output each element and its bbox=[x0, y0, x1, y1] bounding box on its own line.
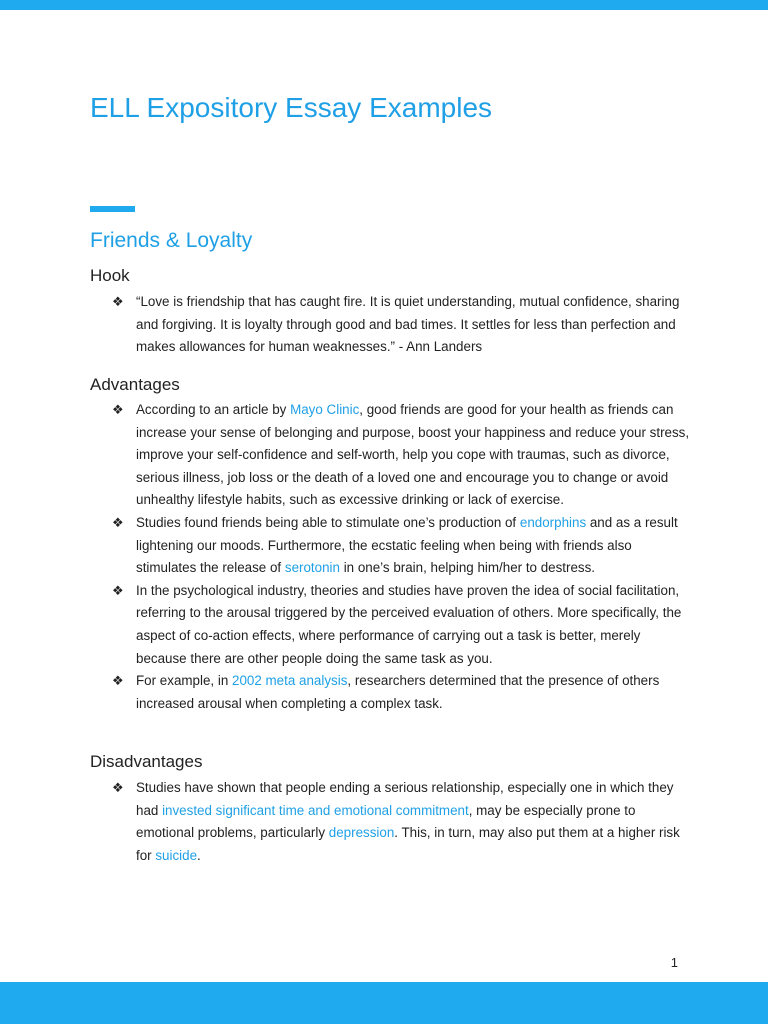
list-item bbox=[90, 777, 690, 867]
list-item bbox=[90, 291, 690, 359]
section-accent-rule bbox=[90, 206, 135, 212]
hook-list bbox=[90, 291, 690, 359]
item-text: . bbox=[197, 847, 201, 863]
depression-link[interactable]: depression bbox=[328, 825, 395, 841]
diamond-bullet-icon: ❖ bbox=[112, 673, 124, 689]
item-text: , researchers determined that the presence of others increased arousal when completing a complex task. bbox=[136, 673, 660, 711]
item-text: Studies have shown that people ending a serious relationship, especially one in which they had bbox=[136, 780, 674, 818]
item-text: , may be especially prone to emotional problems, particularly bbox=[136, 802, 636, 841]
mayo-clinic-link[interactable]: Mayo Clinic bbox=[290, 402, 360, 417]
diamond-bullet-icon: ❖ bbox=[112, 294, 124, 309]
hook-quote: “Love is friendship that has caught fire. It is quiet understanding, mutual confidence, sharing and forgiving. It is loyalty through good and bad times. It settles for less than perfection and makes allowances for human weaknesses.” - Ann Landers bbox=[136, 294, 680, 355]
item-text: Studies found friends being able to stimulate one’s production of bbox=[136, 514, 520, 530]
diamond-bullet-icon: ❖ bbox=[112, 582, 124, 598]
list-item bbox=[90, 670, 690, 715]
list-item bbox=[90, 399, 690, 512]
diamond-bullet-icon: ❖ bbox=[112, 514, 124, 530]
bottom-accent-bar bbox=[0, 982, 768, 1024]
item-text: . This, in turn, may also put them at a higher risk for bbox=[136, 825, 680, 863]
item-text: For example, in bbox=[136, 673, 233, 689]
section-title: Friends & Loyalty bbox=[90, 229, 253, 252]
disadvantages-list bbox=[90, 777, 690, 867]
diamond-bullet-icon: ❖ bbox=[112, 780, 124, 795]
diamond-bullet-icon: ❖ bbox=[112, 402, 124, 417]
item-text: , good friends are good for your health as friends can increase your sense of belonging and purpose, boost your happiness and reduce your stress, improve your self-confidence and self-worth, help you cope with traumas, such as divorce, serious illness, job loss or the death of a loved one and encourage you to change or avoid unhealthy lifestyle habits, such as excessive drinking or lack of exercise. bbox=[136, 402, 690, 508]
top-accent-bar bbox=[0, 0, 768, 10]
advantages-list bbox=[90, 399, 690, 715]
document-title: ELL Expository Essay Examples bbox=[90, 92, 493, 123]
list-item bbox=[90, 580, 690, 670]
hook-heading: Hook bbox=[90, 266, 130, 285]
item-text: In the psychological industry, theories and studies have proven the idea of social facilitation, referring to the arousal triggered by the perceived evaluation of others. More specifically, the aspect of co-action effects, where performance of carrying out a task is better, merely because there are other people doing the same task as you. bbox=[136, 582, 682, 666]
item-text: and as a result lightening our moods. Furthermore, the ecstatic feeling when being with friends also stimulates the release of bbox=[136, 514, 678, 576]
disadvantages-heading: Disadvantages bbox=[90, 752, 203, 771]
item-text: in one’s brain, helping him/her to destress. bbox=[339, 560, 596, 576]
suicide-link[interactable]: suicide bbox=[155, 847, 198, 863]
list-item bbox=[90, 512, 690, 580]
meta-analysis-link[interactable]: 2002 meta analysis bbox=[232, 673, 348, 689]
page-number: 1 bbox=[670, 955, 678, 970]
serotonin-link[interactable]: serotonin bbox=[284, 560, 340, 576]
endorphins-link[interactable]: endorphins bbox=[519, 514, 587, 530]
advantages-heading: Advantages bbox=[90, 375, 180, 394]
emotional-commitment-link[interactable]: invested significant time and emotional commitment bbox=[162, 802, 469, 818]
item-text: According to an article by bbox=[136, 402, 291, 417]
